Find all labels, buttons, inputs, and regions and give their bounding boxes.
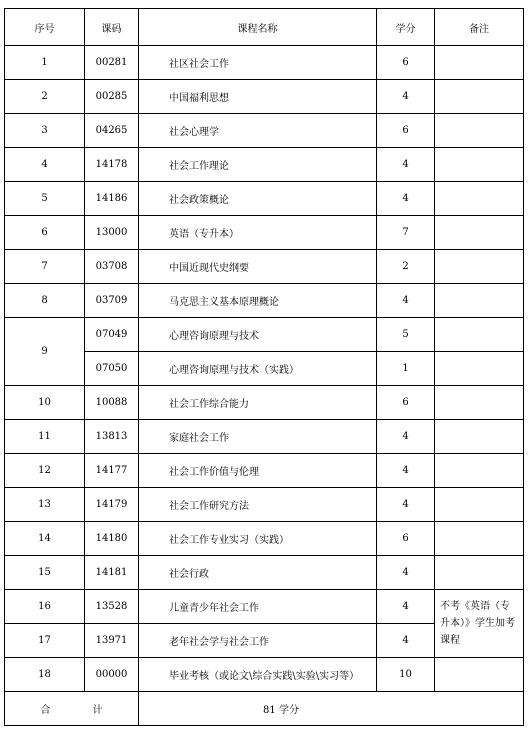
row-name: 社会工作理论 [139,148,377,182]
table-row [5,488,524,522]
row-note-merged: 不考《英语（专升本）》学生加考课程 [435,590,524,658]
row-code: 03708 [85,250,139,284]
row-seq: 2 [5,80,85,114]
row-code: 00281 [85,46,139,80]
row-note [435,556,524,590]
row-code: 13813 [85,420,139,454]
row-note [435,250,524,284]
table-row [5,522,524,556]
row-note [435,284,524,318]
row-note [435,182,524,216]
row-credit: 4 [377,590,435,624]
header-seq: 序号 [5,9,85,46]
row-seq: 14 [5,522,85,556]
table-row [5,80,524,114]
row-note [435,420,524,454]
row-code: 14179 [85,488,139,522]
table-row [5,182,524,216]
row-name: 心理咨询原理与技术（实践） [139,352,377,386]
row-name: 老年社会学与社会工作 [139,624,377,658]
row-credit: 4 [377,80,435,114]
row-code: 04265 [85,114,139,148]
table-row [5,284,524,318]
row-credit: 6 [377,386,435,420]
table-row [5,46,524,80]
total-label-left: 合 [40,705,51,716]
row-seq: 13 [5,488,85,522]
row-credit: 4 [377,488,435,522]
header-credit: 学分 [377,9,435,46]
table-row [5,148,524,182]
row-credit: 6 [377,114,435,148]
table-row [5,420,524,454]
row-code: 14180 [85,522,139,556]
row-name: 社会心理学 [139,114,377,148]
row-seq: 4 [5,148,85,182]
row-seq: 9 [5,318,85,386]
table-row [5,454,524,488]
row-seq: 16 [5,590,85,624]
row-credit: 4 [377,624,435,658]
row-code: 14186 [85,182,139,216]
row-seq: 12 [5,454,85,488]
row-name: 英语（专升本） [139,216,377,250]
row-name: 中国近现代史纲要 [139,250,377,284]
row-seq: 10 [5,386,85,420]
row-seq: 1 [5,46,85,80]
row-note [435,114,524,148]
row-note [435,352,524,386]
row-code: 13000 [85,216,139,250]
row-name: 社会工作价值与伦理 [139,454,377,488]
total-label-right: 计 [92,705,103,716]
row-seq: 8 [5,284,85,318]
row-seq: 18 [5,658,85,692]
row-seq: 17 [5,624,85,658]
row-name: 社会工作综合能力 [139,386,377,420]
row-seq: 11 [5,420,85,454]
row-name: 社会政策概论 [139,182,377,216]
row-name: 家庭社会工作 [139,420,377,454]
row-code: 00000 [85,658,139,692]
total-label [5,692,139,726]
total-value: 81 学分 [139,692,524,726]
row-note [435,522,524,556]
header-code: 课码 [85,9,139,46]
table-row [5,386,524,420]
row-note [435,658,524,692]
table-row [5,216,524,250]
row-code: 03709 [85,284,139,318]
table-row [5,556,524,590]
header-note: 备注 [435,9,524,46]
row-seq: 7 [5,250,85,284]
row-credit: 1 [377,352,435,386]
row-seq: 3 [5,114,85,148]
row-seq: 15 [5,556,85,590]
row-seq: 5 [5,182,85,216]
row-name: 儿童青少年社会工作 [139,590,377,624]
row-code: 10088 [85,386,139,420]
row-note [435,46,524,80]
row-credit: 4 [377,420,435,454]
row-name: 毕业考核（或论文\综合实践\实验\实习等） [139,658,377,692]
row-code: 14181 [85,556,139,590]
row-code: 14178 [85,148,139,182]
row-note [435,80,524,114]
table-row [5,590,524,624]
row-credit: 10 [377,658,435,692]
total-row [5,692,524,726]
row-seq: 6 [5,216,85,250]
row-name: 社会工作研究方法 [139,488,377,522]
row-note [435,386,524,420]
row-code: 13971 [85,624,139,658]
table-row [5,658,524,692]
row-code: 13528 [85,590,139,624]
row-note [435,454,524,488]
row-name: 社区社会工作 [139,46,377,80]
table-row [5,114,524,148]
row-credit: 4 [377,284,435,318]
table-header-row [5,9,524,46]
row-name: 马克思主义基本原理概论 [139,284,377,318]
row-code: 14177 [85,454,139,488]
row-note [435,216,524,250]
row-credit: 6 [377,46,435,80]
row-name: 心理咨询原理与技术 [139,318,377,352]
row-credit: 2 [377,250,435,284]
row-note [435,318,524,352]
row-name: 社会行政 [139,556,377,590]
row-name: 中国福利思想 [139,80,377,114]
table-row [5,318,524,352]
row-credit: 4 [377,148,435,182]
row-credit: 6 [377,522,435,556]
row-credit: 4 [377,556,435,590]
row-name: 社会工作专业实习（实践） [139,522,377,556]
row-credit: 4 [377,454,435,488]
course-table [4,8,524,726]
row-note [435,148,524,182]
table-row [5,250,524,284]
row-code: 07050 [85,352,139,386]
row-credit: 5 [377,318,435,352]
row-code: 00285 [85,80,139,114]
row-credit: 7 [377,216,435,250]
row-credit: 4 [377,182,435,216]
header-name: 课程名称 [139,9,377,46]
row-code: 07049 [85,318,139,352]
row-note [435,488,524,522]
